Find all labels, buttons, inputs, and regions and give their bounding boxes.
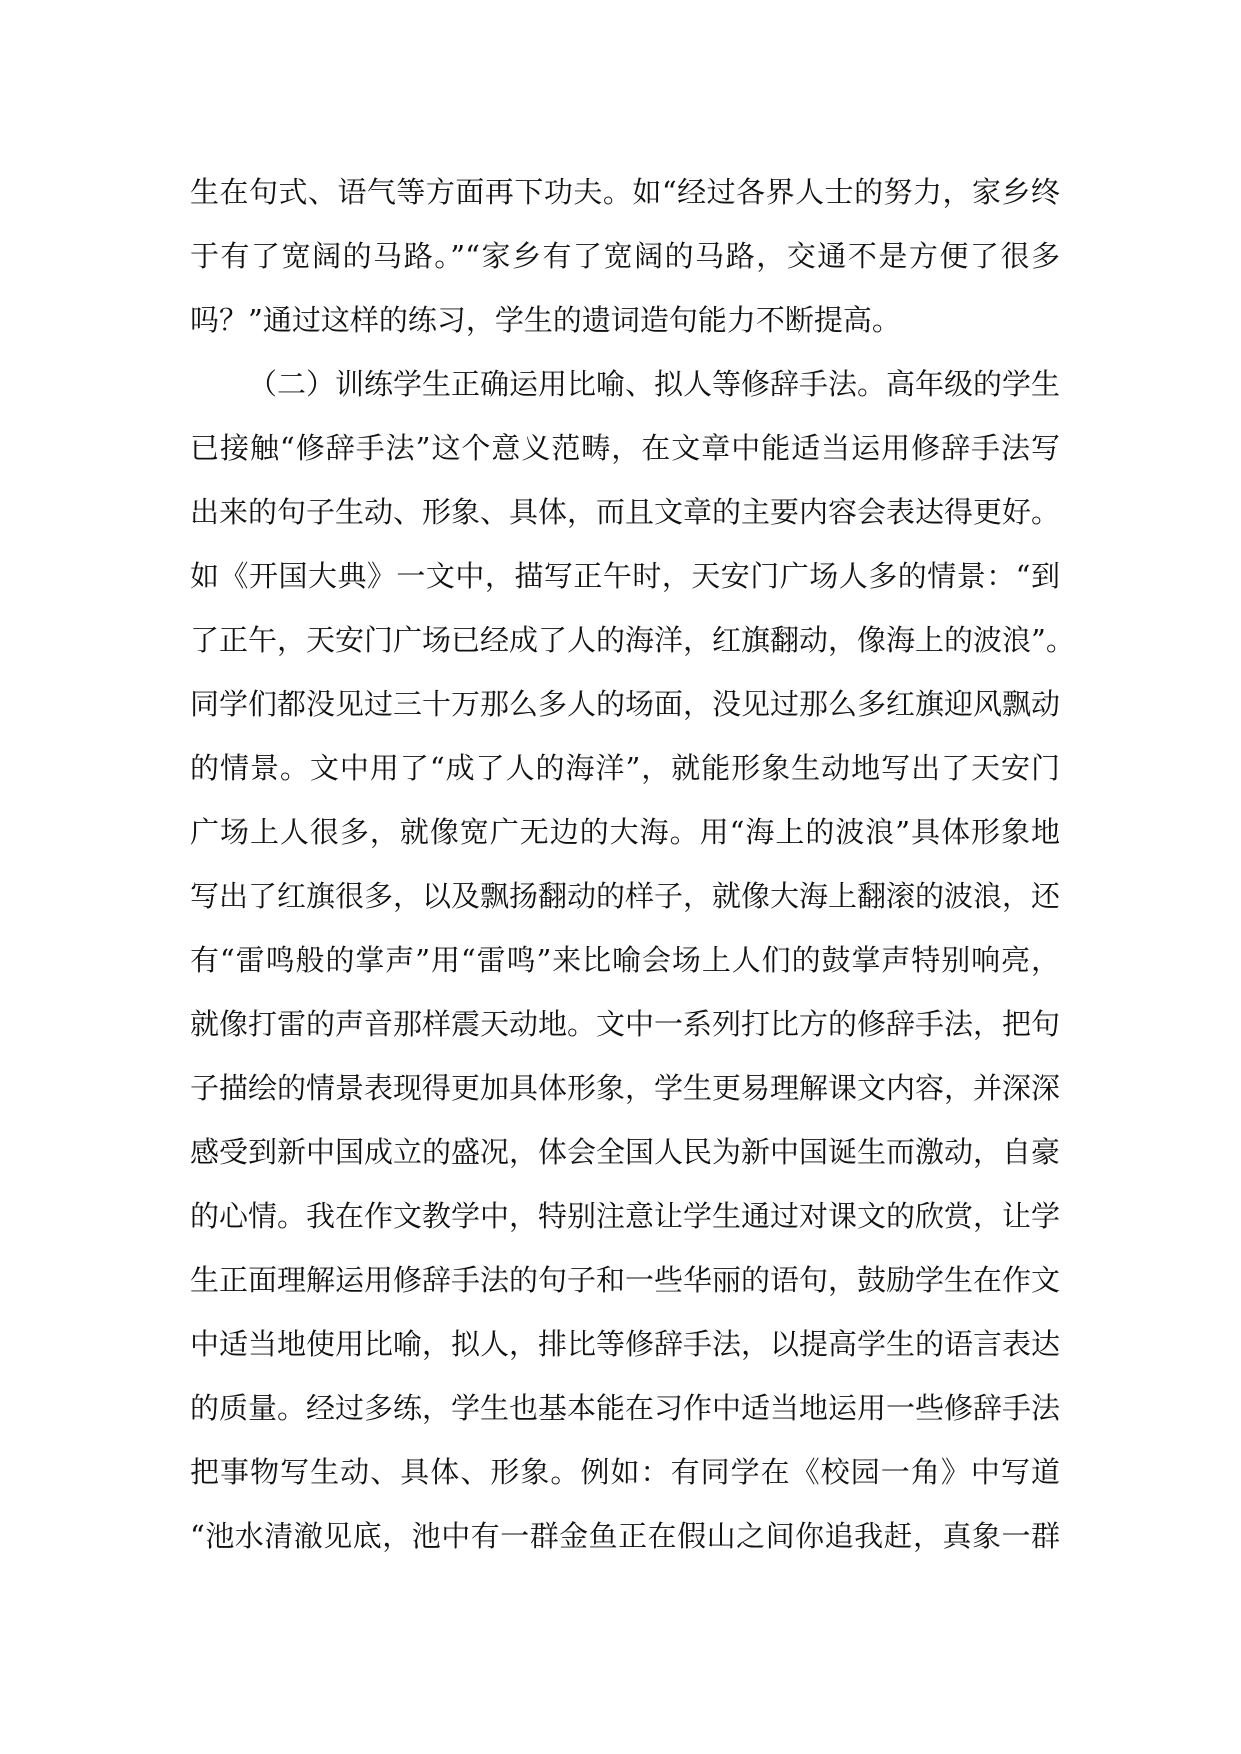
text-line: 广场上人很多，就像宽广无边的大海。用“海上的波浪”具体形象地: [190, 815, 1060, 849]
text-line: 如《开国大典》一文中，描写正午时，天安门广场人多的情景：“到: [190, 559, 1060, 593]
text-line: 出来的句子生动、形象、具体，而且文章的主要内容会表达得更好。: [190, 495, 1061, 529]
text-line: 吗？”通过这样的练习，学生的遗词造句能力不断提高。: [190, 303, 901, 337]
text-line: 感受到新中国成立的盛况，体会全国人民为新中国诞生而激动，自豪: [190, 1135, 1061, 1169]
text-line: 的心情。我在作文教学中，特别注意让学生通过对课文的欣赏，让学: [190, 1199, 1061, 1233]
text-line: 于有了宽阔的马路。”“家乡有了宽阔的马路，交通不是方便了很多: [190, 239, 1060, 273]
text-line: 就像打雷的声音那样震天动地。文中一系列打比方的修辞手法，把句: [190, 1007, 1061, 1041]
body-text: [190, 160, 1075, 1568]
text-line: “池水清澈见底，池中有一群金鱼正在假山之间你追我赶，真象一群: [190, 1519, 1060, 1553]
text-line: 的情景。文中用了“成了人的海洋”，就能形象生动地写出了天安门: [190, 751, 1060, 785]
text-line: 写出了红旗很多，以及飘扬翻动的样子，就像大海上翻滚的波浪，还: [190, 879, 1061, 913]
text-line: 生在句式、语气等方面再下功夫。如“经过各界人士的努力，家乡终: [190, 175, 1060, 209]
text-line: 子描绘的情景表现得更加具体形象，学生更易理解课文内容，并深深: [190, 1071, 1061, 1105]
text-line: 把事物写生动、具体、形象。例如：有同学在《校园一角》中写道: [190, 1455, 1060, 1489]
text-line: 有“雷鸣般的掌声”用“雷鸣”来比喻会场上人们的鼓掌声特别响亮，: [190, 943, 1060, 977]
text-line: 生正面理解运用修辞手法的句子和一些华丽的语句，鼓励学生在作文: [190, 1263, 1061, 1297]
text-line: 同学们都没见过三十万那么多人的场面，没见过那么多红旗迎风飘动: [190, 687, 1061, 721]
text-line: 的质量。经过多练，学生也基本能在习作中适当地运用一些修辞手法: [190, 1391, 1061, 1425]
text-line: 了正午，天安门广场已经成了人的海洋，红旗翻动，像海上的波浪”。: [190, 623, 1075, 657]
section-heading-line: （二）训练学生正确运用比喻、拟人等修辞手法。高年级的学生: [248, 367, 1061, 401]
text-line: 中适当地使用比喻，拟人，排比等修辞手法，以提高学生的语言表达: [190, 1327, 1061, 1361]
text-line: 已接触“修辞手法”这个意义范畴，在文章中能适当运用修辞手法写: [190, 431, 1060, 465]
